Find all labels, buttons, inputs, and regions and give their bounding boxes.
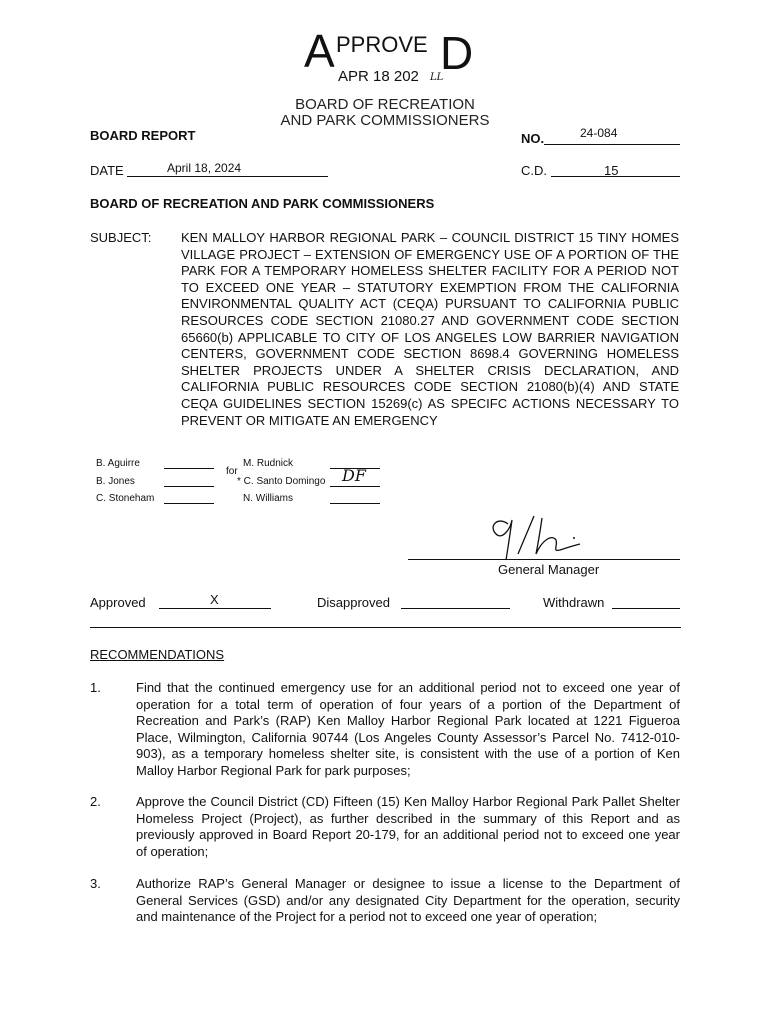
withdrawn-label: Withdrawn: [543, 595, 605, 610]
commissioner-name: M. Rudnick: [243, 458, 294, 469]
recommendation-number: 1.: [90, 680, 101, 695]
subject-text: KEN MALLOY HARBOR REGIONAL PARK – COUNCIL DISTRICT 15 TINY HOMES VILLAGE PROJECT – EXTENSION OF EMERGENCY USE OF A PORTION OF THE PARK FOR A TEMPORARY HOMELESS SHELTER FACILITY FOR A PERIOD NOT TO EXCEED ONE YEAR – STATUTORY EXEMPTION FROM THE CALIFORNIA ENVIRONMENTAL QUALITY ACT (CEQA) PURSUANT TO CALIFORNIA PUBLIC RESOURCES CODE SECTION 21080.27 AND GOVERNMENT CODE SECTION 65660(b) APPLICABLE TO CITY OF LOS ANGELES LOW BARRIER NAVIGATION CENTERS, GOVERNMENT CODE SECTION 8698.4 GOVERNING HOMELESS SHELTER PROJECTS UNDER A SHELTER CRISIS DECLARATION, AND CALIFORNIA PUBLIC RESOURCES CODE SECTION 21080(b)(4) AND STATE CEQA GUIDELINES SECTION 15269(c) AS SPECIFC ACTIONS NECESSARY TO PREVENT OR MITIGATE AN EMERGENCY: [181, 230, 679, 428]
recommendation-text: Approve the Council District (CD) Fifteen (15) Ken Malloy Harbor Regional Park Pallet Shelter Homeless Project (Project), as further described in the summary of this Report and as previously approved in Board Report 20-179, for an additional period not to exceed one year of operation;: [136, 794, 680, 859]
recommendation-number: 3.: [90, 876, 101, 891]
recommendation-text: Authorize RAP’s General Manager or designee to issue a license to the Department of General Services (GSD) and/or any designated City Department for the operation, security and maintenance of the Project for a period not to exceed one year of operation;: [136, 876, 680, 925]
report-number-value: 24-084: [580, 126, 618, 140]
recommendations-heading: RECOMMENDATIONS: [90, 647, 225, 662]
withdrawn-line: [612, 608, 680, 609]
recommendation-number: 2.: [90, 794, 101, 809]
date-value: April 18, 2024: [167, 161, 242, 175]
signature-line: [408, 559, 680, 560]
report-number-label: NO.: [521, 131, 545, 146]
board-report-label: BOARD REPORT: [90, 128, 196, 143]
approved-mark: X: [210, 592, 219, 607]
commissioner-line: [164, 503, 214, 504]
commissioner-line: [330, 486, 380, 487]
disapproved-label: Disapproved: [317, 595, 390, 610]
section-divider: [90, 627, 681, 628]
commissioner-line: [164, 486, 214, 487]
commissioner-name: N. Williams: [243, 493, 293, 504]
general-manager-signature: [480, 510, 590, 566]
stamp-board-line1: BOARD OF RECREATION: [295, 96, 475, 113]
council-district-label: C.D.: [521, 163, 547, 178]
date-line: [127, 176, 328, 177]
council-district-value: 15: [604, 163, 619, 178]
approved-line: [159, 608, 271, 609]
report-number-line: [544, 144, 680, 145]
approved-label: Approved: [90, 595, 146, 610]
stamp-date: APR 18 202: [338, 68, 419, 85]
commission-title: BOARD OF RECREATION AND PARK COMMISSIONERS: [90, 196, 435, 211]
stamp-letter-a: A: [304, 25, 335, 77]
commissioner-name: C. Stoneham: [96, 493, 155, 504]
for-note: for: [226, 466, 238, 477]
stamp-board-line2: AND PARK COMMISSIONERS: [280, 112, 490, 129]
commissioner-name: * C. Santo Domingo: [237, 476, 326, 487]
subject-label: SUBJECT:: [90, 230, 152, 245]
general-manager-title: General Manager: [498, 562, 600, 577]
stamp-approve-word: PPROVE: [336, 32, 428, 57]
commissioner-name: B. Jones: [96, 476, 135, 487]
disapproved-line: [401, 608, 510, 609]
stamp-letter-d: D: [440, 27, 474, 79]
recommendation-text: Find that the continued emergency use for an additional period not to exceed one year of operation for a total term of operation of four years of a portion of the Department of Recreation and Park’s (RAP) Ken Malloy Harbor Regional Park located at 1221 Figueroa Place, Wilmington, California 90744 (Los Angeles County Assessor’s Parcel No. 7412-010-903), as a temporary homeless shelter site, is consistent with the use of a portion of Ken Malloy Harbor Regional Park for park purposes;: [136, 680, 680, 778]
date-label: DATE: [90, 163, 124, 178]
commissioner-line: [330, 503, 380, 504]
commissioner-name: B. Aguirre: [96, 458, 140, 469]
commissioner-line: [164, 468, 214, 469]
handwritten-initials: DF: [342, 466, 366, 485]
stamp-date-suffix: LL: [430, 72, 444, 83]
